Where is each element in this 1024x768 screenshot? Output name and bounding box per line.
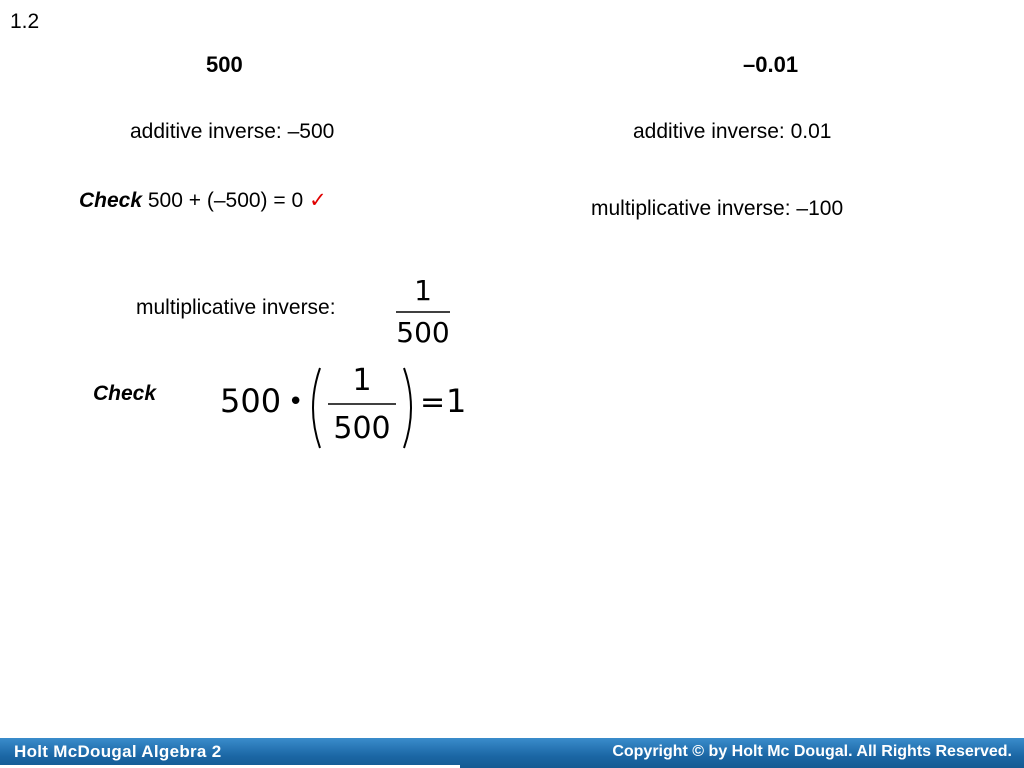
eq-fraction-numerator: 1 xyxy=(352,363,372,398)
eq-left-factor: 500 xyxy=(220,382,282,420)
multiplicative-check-equation xyxy=(218,360,470,456)
right-parenthesis xyxy=(404,368,411,448)
slide-number: 1.2 xyxy=(10,10,40,33)
left-multiplicative-inverse-label: multiplicative inverse: xyxy=(136,296,336,319)
fraction-numerator: 1 xyxy=(414,276,432,307)
check-keyword: Check xyxy=(79,189,143,212)
additive-check-line xyxy=(79,188,327,213)
eq-fraction-denominator: 500 xyxy=(333,411,391,446)
footer-bar xyxy=(0,738,1024,768)
multiplicative-inverse-fraction xyxy=(394,276,452,350)
multiplicative-check-keyword: Check xyxy=(93,382,157,405)
left-additive-inverse: additive inverse: –500 xyxy=(130,120,335,143)
eq-result: 1 xyxy=(446,382,467,420)
footer-book-title: Holt McDougal Algebra 2 xyxy=(14,742,222,761)
footer-copyright: Copyright © by Holt Mc Dougal. All Rights Reserved. xyxy=(612,743,1012,760)
right-multiplicative-inverse: multiplicative inverse: –100 xyxy=(591,197,844,220)
left-parenthesis xyxy=(313,368,320,448)
left-number-heading: 500 xyxy=(206,52,243,77)
eq-equals: = xyxy=(420,385,446,420)
right-number-heading: –0.01 xyxy=(743,52,799,77)
right-additive-inverse: additive inverse: 0.01 xyxy=(633,120,832,143)
fraction-denominator: 500 xyxy=(396,316,450,349)
checkmark-icon: ✓ xyxy=(309,189,327,212)
additive-check-equation: 500 + (–500) = 0 xyxy=(142,189,304,212)
eq-multiply-dot: • xyxy=(288,387,304,417)
